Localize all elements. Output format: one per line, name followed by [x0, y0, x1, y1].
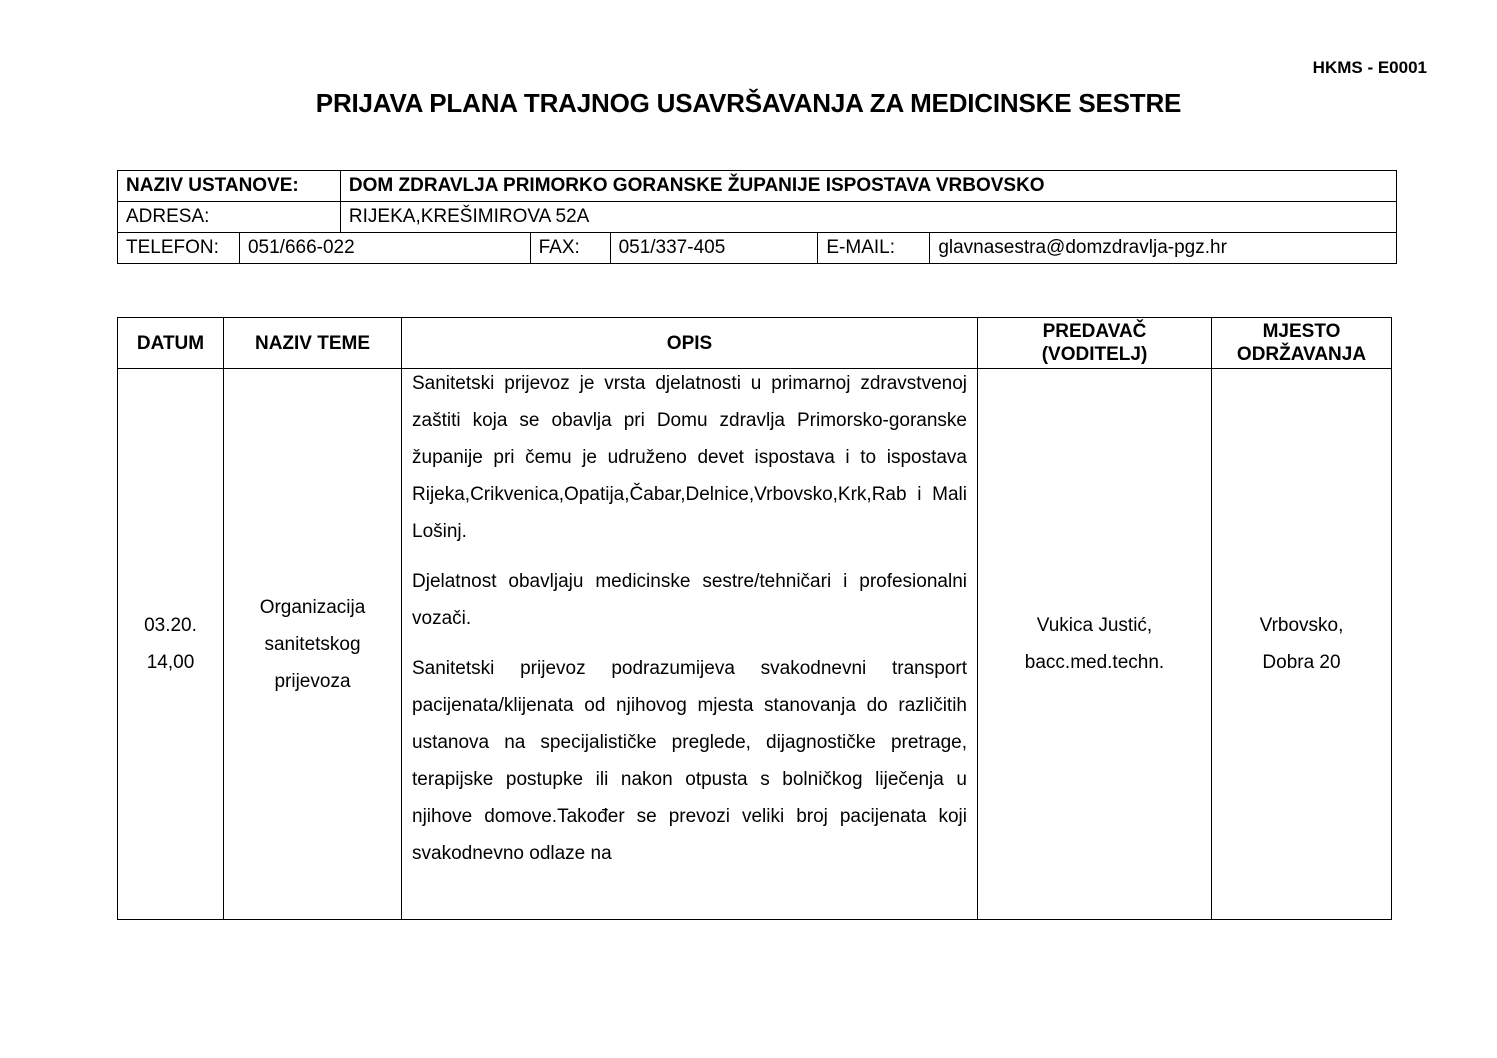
header-predavac [978, 318, 1212, 369]
institution-info-table [117, 170, 1397, 264]
opis-paragraph-2: Djelatnost obavljaju medicinske sestre/tehničari i profesionalni vozači. [412, 571, 967, 629]
mjesto-address: Dobra 20 [1262, 652, 1341, 673]
fax-value: 051/337-405 [610, 233, 818, 264]
tema-line1: Organizacija [259, 596, 366, 618]
header-datum: DATUM [118, 318, 224, 369]
header-naziv-teme: NAZIV TEME [224, 318, 402, 369]
institution-contact-row [118, 233, 1397, 264]
mjesto-city: Vrbovsko, [1259, 615, 1344, 636]
datum-time: 14,00 [146, 652, 195, 673]
address-label: ADRESA: [118, 202, 341, 233]
predavac-title: bacc.med.techn. [1024, 652, 1165, 673]
predavac-name: Vukica Justić, [1036, 615, 1153, 636]
email-value: glavnasestra@domzdravlja-pgz.hr [930, 233, 1397, 264]
address-value: RIJEKA,KREŠIMIROVA 52A [340, 202, 1396, 233]
plan-header-row [118, 318, 1392, 369]
header-mjesto [1212, 318, 1392, 369]
institution-address-row [118, 202, 1397, 233]
form-code: HKMS - E0001 [1312, 58, 1427, 77]
phone-label: TELEFON: [118, 233, 240, 264]
header-mjesto-line2: ODRŽAVANJA [1236, 344, 1367, 365]
cell-datum [118, 369, 224, 920]
document-title: PRIJAVA PLANA TRAJNOG USAVRŠAVANJA ZA MEDICINSKE SESTRE [315, 88, 1182, 118]
cell-mjesto [1212, 369, 1392, 920]
table-row [118, 369, 1392, 920]
header-mjesto-line1: MJESTO [1262, 321, 1341, 342]
institution-name-value: DOM ZDRAVLJA PRIMORKO GORANSKE ŽUPANIJE ISPOSTAVA VRBOVSKO [340, 171, 1396, 202]
cell-naziv-teme [224, 369, 402, 920]
header-predavac-line2: (VODITELJ) [1041, 344, 1148, 365]
email-label: E-MAIL: [818, 233, 930, 264]
education-plan-table [117, 317, 1392, 920]
phone-value: 051/666-022 [239, 233, 530, 264]
opis-paragraph-3: Sanitetski prijevoz podrazumijeva svakodnevni transport pacijenata/klijenata od njihovog mjesta stanovanja do različitih ustanova na specijalističke preglede, dijagnostičke pretrage, terapijske postupke ili nakon otpusta s bolničkog liječenja u njihove domove.Također se prevozi veliki broj pacijenata koji svakodnevno odlaze na [412, 658, 967, 864]
tema-line2: sanitetskog [264, 633, 361, 655]
opis-paragraph-1: Sanitetski prijevoz je vrsta djelatnosti u primarnoj zdravstvenoj zaštiti koja se obavlja pri Domu zdravlja Primorsko-goranske županije pri čemu je udruženo devet ispostava i to ispostava Rijeka,Crikvenica,Opatija,Čabar,Delnice,Vrbovsko,Krk,Rab i Mali Lošinj. [412, 373, 967, 542]
tema-line3: prijevoza [274, 670, 351, 692]
header-predavac-line1: PREDAVAČ [1042, 321, 1147, 342]
fax-label: FAX: [530, 233, 610, 264]
cell-predavac [978, 369, 1212, 920]
cell-opis [402, 369, 978, 920]
datum-date: 03.20. [144, 615, 197, 636]
institution-name-row [118, 171, 1397, 202]
institution-name-label: NAZIV USTANOVE: [118, 171, 341, 202]
header-opis: OPIS [402, 318, 978, 369]
